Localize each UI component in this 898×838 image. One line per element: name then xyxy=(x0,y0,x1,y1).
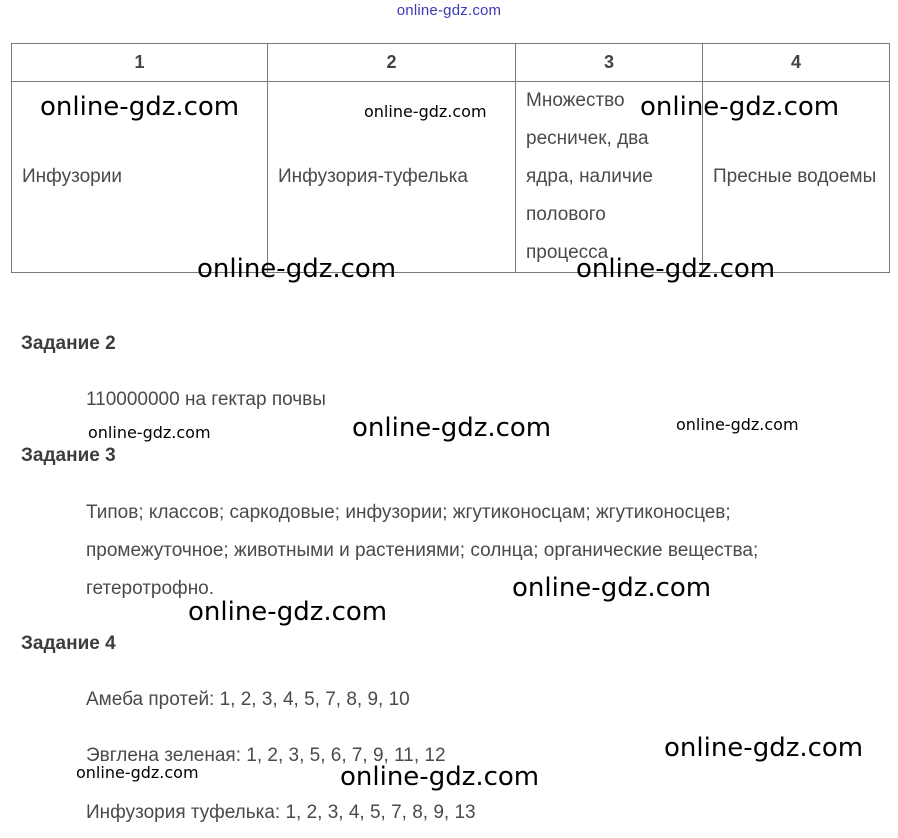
section-4-line-3: Инфузория туфелька: 1, 2, 3, 4, 5, 7, 8, 9, 13 xyxy=(86,802,476,823)
watermark: online-gdz.com xyxy=(512,573,712,603)
cell-organism: Инфузория-туфелька xyxy=(268,82,516,273)
column-header-1: 1 xyxy=(12,44,268,82)
watermark: online-gdz.com xyxy=(40,92,240,122)
cell-features: Множество ресничек, два ядра, наличие полового процесса xyxy=(516,82,703,273)
watermark: online-gdz.com xyxy=(197,254,397,284)
section-3-text: Типов; классов; саркодовые; инфузории; жгутиконосцам; жгутиконосцев; промежуточное; животными и растениями; солнца; органические вещества; гетеротрофно. xyxy=(86,502,759,599)
section-2-text: 110000000 на гектар почвы xyxy=(86,389,326,410)
cell-group: Инфузории xyxy=(12,82,268,273)
watermark: online-gdz.com xyxy=(76,763,199,782)
section-title-2: Задание 2 xyxy=(21,333,116,354)
watermark: online-gdz.com xyxy=(188,597,388,627)
site-link[interactable]: online-gdz.com xyxy=(396,2,502,19)
watermark: online-gdz.com xyxy=(364,102,487,121)
section-title-4: Задание 4 xyxy=(21,633,116,654)
answer-table xyxy=(11,43,890,273)
cell-habitat: Пресные водоемы xyxy=(703,82,890,273)
watermark: online-gdz.com xyxy=(352,413,552,443)
watermark: online-gdz.com xyxy=(640,92,840,122)
watermark: online-gdz.com xyxy=(676,415,799,434)
watermark: online-gdz.com xyxy=(340,762,540,792)
watermark: online-gdz.com xyxy=(88,423,211,442)
section-4-line-1: Амеба протей: 1, 2, 3, 4, 5, 7, 8, 9, 10 xyxy=(86,689,410,710)
watermark: online-gdz.com xyxy=(664,733,864,763)
watermark: online-gdz.com xyxy=(576,254,776,284)
column-header-2: 2 xyxy=(268,44,516,82)
column-header-3: 3 xyxy=(516,44,703,82)
table-header-row xyxy=(12,44,890,82)
section-4-line-2: Эвглена зеленая: 1, 2, 3, 5, 6, 7, 9, 11, 12 xyxy=(86,745,446,766)
column-header-4: 4 xyxy=(703,44,890,82)
section-title-3: Задание 3 xyxy=(21,445,116,466)
